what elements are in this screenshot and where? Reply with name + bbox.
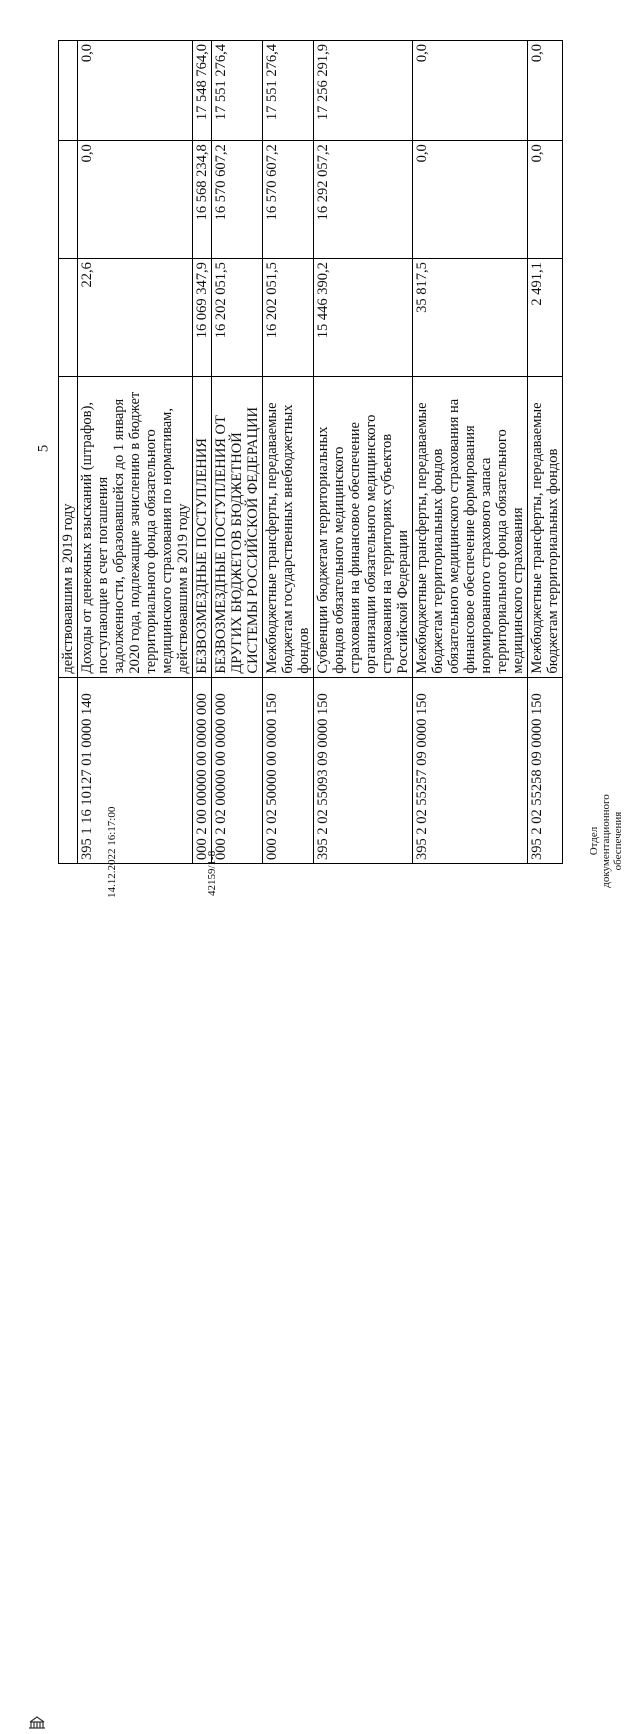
- row-value-2023: [59, 259, 78, 377]
- row-code: 000 2 02 50000 00 0000 150: [263, 677, 314, 863]
- footer-doc-number: 42159/1-8: [206, 850, 218, 896]
- row-name: БЕЗВОЗМЕЗДНЫЕ ПОСТУПЛЕНИЯ: [193, 377, 212, 678]
- row-value-2024: 0,0: [78, 141, 193, 259]
- page-number: 5: [35, 444, 52, 453]
- row-value-2023: 16 202 051,5: [212, 259, 263, 377]
- row-value-2024: 16 570 607,2: [263, 141, 314, 259]
- row-value-2023: 22,6: [78, 259, 193, 377]
- footer: [8, 794, 628, 900]
- logo-icon: [28, 1715, 46, 1729]
- row-value-2025: 17 551 276,4: [212, 41, 263, 141]
- row-name: Межбюджетные трансферты, передаваемые бюджетам государственных внебюджетных фондов: [263, 377, 314, 678]
- table-row: [78, 41, 193, 864]
- table-rotator: [58, 40, 618, 864]
- row-code: 395 2 02 55093 09 0000 150: [314, 677, 413, 863]
- row-value-2025: 0,0: [528, 41, 563, 141]
- row-value-2025: 17 551 276,4: [263, 41, 314, 141]
- row-name: Доходы от денежных взысканий (штрафов), поступающие в счет погашения задолженности, образовавшейся до 1 января 2020 года, подлежащие зачислению в бюджет территориального фонда обязательного медицинского страхования по нормативам, действовавшим в 2019 году: [78, 377, 193, 678]
- row-value-2025: 0,0: [413, 41, 528, 141]
- row-value-2023: 16 202 051,5: [263, 259, 314, 377]
- row-name: действовавшим в 2019 году: [59, 377, 78, 678]
- row-code: 395 1 16 10127 01 0000 140: [78, 677, 193, 863]
- row-name: БЕЗВОЗМЕЗДНЫЕ ПОСТУПЛЕНИЯ ОТ ДРУГИХ БЮДЖЕТОВ БЮДЖЕТНОЙ СИСТЕМЫ РОССИЙСКОЙ ФЕДЕРАЦИИ: [212, 377, 263, 678]
- budget-sheet: [58, 40, 618, 864]
- row-name: Межбюджетные трансферты, передаваемые бюджетам территориальных фондов обязательного медицинского страхования на финансовое обеспечение формирования нормированного страхового запаса территориального фонда обязательного медицинского страхования: [413, 377, 528, 678]
- row-code: 000 2 02 00000 00 0000 000: [212, 677, 263, 863]
- table-row: [59, 41, 78, 864]
- row-value-2025: 17 256 291,9: [314, 41, 413, 141]
- table-row: [193, 41, 212, 864]
- row-value-2024: 0,0: [528, 141, 563, 259]
- row-value-2025: [59, 41, 78, 141]
- row-value-2025: 17 548 764,0: [193, 41, 212, 141]
- table-row: [528, 41, 563, 864]
- row-value-2024: [59, 141, 78, 259]
- row-name: Межбюджетные трансферты, передаваемые бюджетам территориальных фондов: [528, 377, 563, 678]
- table-row: [314, 41, 413, 864]
- row-code: 000 2 00 00000 00 0000 000: [193, 677, 212, 863]
- row-value-2023: 16 069 347,9: [193, 259, 212, 377]
- row-value-2024: 16 292 057,2: [314, 141, 413, 259]
- row-code: 395 2 02 55257 09 0000 150: [413, 677, 528, 863]
- table-row: [413, 41, 528, 864]
- footer-department: Отдел документационного обеспечения: [588, 794, 624, 888]
- row-value-2023: 15 446 390,2: [314, 259, 413, 377]
- row-name: Субвенции бюджетам территориальных фондов обязательного медицинского страхования на финансовое обеспечение организации обязательного медицинского страхования на территориях субъектов Российской Федерации: [314, 377, 413, 678]
- table-row: [212, 41, 263, 864]
- table-row: [263, 41, 314, 864]
- row-value-2025: 0,0: [78, 41, 193, 141]
- row-value-2024: 0,0: [413, 141, 528, 259]
- budget-table: [58, 40, 563, 864]
- row-value-2024: 16 570 607,2: [212, 141, 263, 259]
- row-value-2023: 2 491,1: [528, 259, 563, 377]
- footer-datetime: 14.12.2022 16:17:00: [106, 806, 118, 898]
- row-value-2023: 35 817,5: [413, 259, 528, 377]
- row-code: 395 2 02 55258 09 0000 150: [528, 677, 563, 863]
- row-value-2024: 16 568 234,8: [193, 141, 212, 259]
